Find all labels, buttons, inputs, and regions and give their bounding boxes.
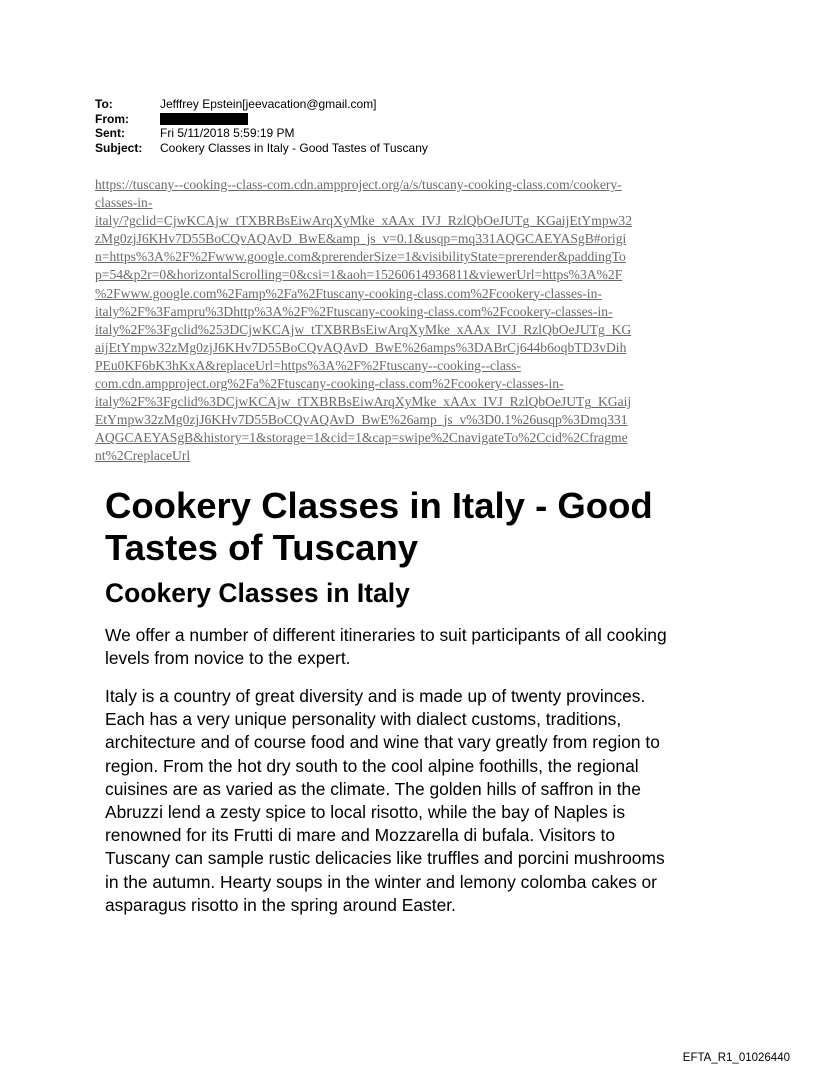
subject-label: Subject: — [95, 140, 143, 155]
url-line[interactable]: com.cdn.ampproject.org%2Fa%2Ftuscany-cooking-class.com%2Fcookery-classes-in- — [95, 376, 564, 392]
to-row — [95, 97, 428, 112]
paragraph-line: cuisines are as varied as the climate. The golden hills of saffron in the — [105, 778, 641, 799]
intro-paragraph — [105, 624, 725, 670]
paragraph-line: We offer a number of different itineraries to suit participants of all cooking — [105, 625, 667, 645]
to-label: To: — [95, 97, 113, 111]
paragraph-line: Italy is a country of great diversity and is made up of twenty provinces. — [105, 686, 646, 706]
url-line[interactable]: classes-in- — [95, 195, 153, 211]
url-line[interactable]: nt%2CreplaceUrl — [95, 448, 191, 464]
source-link[interactable] — [95, 176, 721, 466]
url-line[interactable]: zMg0zjJ6KHv7D55BoCQvAQAvD_BwE&amp_js_v=0.1&usqp=mq331AQGCAEYASgB#origi — [95, 231, 627, 247]
paragraph-line: Each has a very unique personality with dialect customs, traditions, — [105, 709, 622, 730]
url-line[interactable]: n=https%3A%2F%2Fwww.google.com&prerenderSize=1&visibilityState=prerender&paddingTo — [95, 249, 626, 265]
paragraph-line: in the autumn. Hearty soups in the winter and lemony colomba cakes or — [105, 871, 657, 892]
paragraph-line: architecture and of course food and wine that vary greatly from region to — [105, 732, 660, 753]
from-redaction — [160, 113, 248, 125]
paragraph-line: renowned for its Frutti di mare and Mozzarella di bufala. Visitors to — [105, 825, 616, 846]
subject-value: Cookery Classes in Italy - Good Tastes of Tuscany — [160, 140, 428, 155]
sent-value: Fri 5/11/2018 5:59:19 PM — [160, 126, 295, 140]
article-subtitle: Cookery Classes in Italy — [105, 578, 410, 608]
url-line[interactable]: PEu0KF6bK3hKxA&replaceUrl=https%3A%2F%2Ftuscany--cooking--class- — [95, 357, 521, 373]
from-row — [95, 112, 428, 127]
url-line[interactable]: italy%2F%3Fgclid%253DCjwKCAjw_tTXBRBsEiwArqXyMke_xAAx_IVJ_RzlQbOeJUTg_KG — [95, 321, 632, 337]
url-line[interactable]: italy%2F%3Fampru%3Dhttp%3A%2F%2Ftuscany-cooking-class.com%2Fcookery-classes-in- — [95, 303, 613, 319]
url-line[interactable]: https://tuscany--cooking--class-com.cdn.ampproject.org/a/s/tuscany-cooking-class.com/cookery- — [95, 177, 622, 192]
subject-row — [95, 141, 428, 156]
body-paragraph — [105, 685, 725, 917]
email-header — [95, 97, 428, 155]
url-line[interactable]: EtYmpw32zMg0zjJ6KHv7D55BoCQvAQAvD_BwE%26amp_js_v%3D0.1%26usqp%3Dmq331 — [95, 412, 628, 428]
sent-row — [95, 126, 428, 141]
url-line[interactable]: p=54&p2r=0&horizontalScrolling=0&csi=1&aoh=15260614936811&viewerUrl=https%3A%2F — [95, 267, 623, 283]
url-line[interactable]: AQGCAEYASgB&history=1&storage=1&cid=1&cap=swipe%2CnavigateTo%2Ccid%2Cfragme — [95, 430, 628, 446]
url-line[interactable]: %2Fwww.google.com%2Famp%2Fa%2Ftuscany-cooking-class.com%2Fcookery-classes-in- — [95, 285, 602, 301]
paragraph-line: levels from novice to the expert. — [105, 648, 351, 669]
article-title: Cookery Classes in Italy - Good Tastes of Tuscany — [105, 485, 653, 568]
paragraph-line: Abruzzi lend a zesty spice to local risotto, while the bay of Naples is — [105, 802, 626, 823]
document-id: EFTA_R1_01026440 — [682, 1052, 790, 1064]
url-line[interactable]: italy/?gclid=CjwKCAjw_tTXBRBsEiwArqXyMke_xAAx_IVJ_RzlQbOeJUTg_KGaijEtYmpw32 — [95, 213, 633, 229]
to-value: Jefffrey Epstein[jeevacation@gmail.com] — [160, 97, 377, 111]
url-line[interactable]: aijEtYmpw32zMg0zjJ6KHv7D55BoCQvAQAvD_BwE%26amps%3DABrCj644b6oqbTD3vDih — [95, 339, 627, 355]
paragraph-line: region. From the hot dry south to the cool alpine foothills, the regional — [105, 755, 639, 776]
paragraph-line: Tuscany can sample rustic delicacies like truffles and porcini mushrooms — [105, 848, 665, 869]
from-label: From: — [95, 111, 129, 126]
sent-label: Sent: — [95, 126, 125, 140]
paragraph-line: asparagus risotto in the spring around Easter. — [105, 894, 456, 915]
url-line[interactable]: italy%2F%3Fgclid%3DCjwKCAjw_tTXBRBsEiwArqXyMke_xAAx_IVJ_RzlQbOeJUTg_KGaij — [95, 394, 632, 410]
